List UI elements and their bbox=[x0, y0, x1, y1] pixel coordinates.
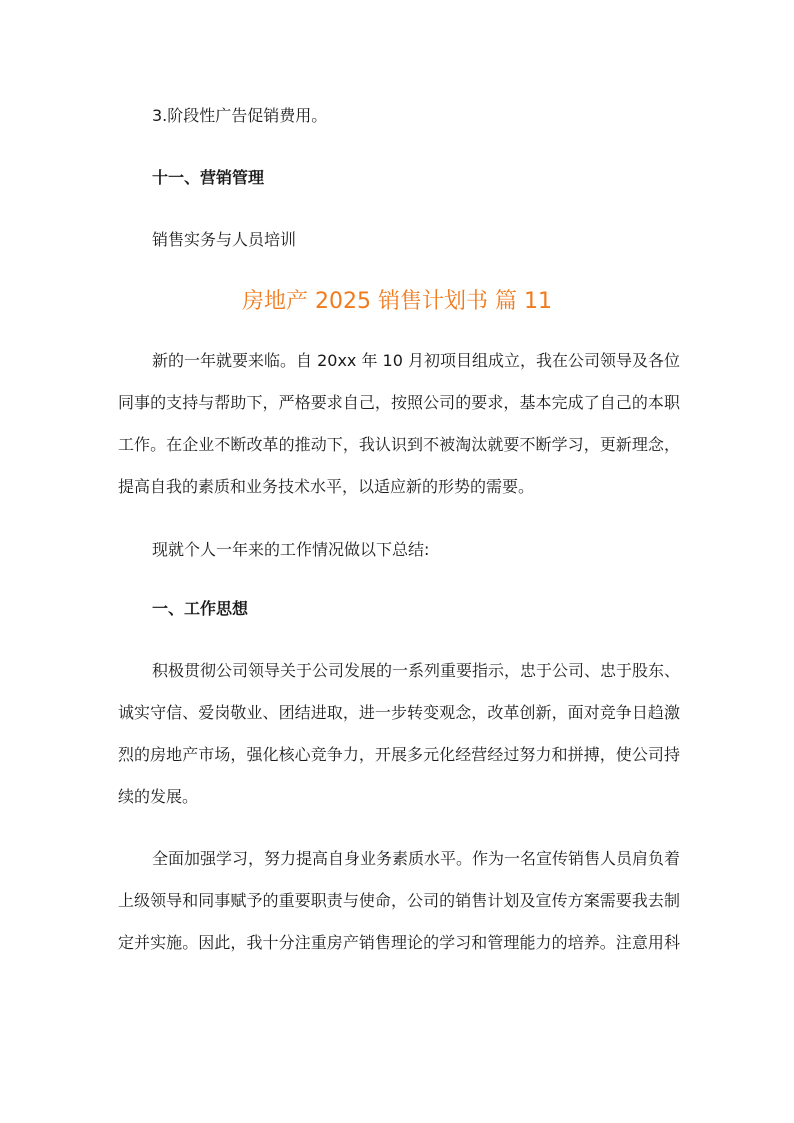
paragraph-summary-intro: 现就个人一年来的工作情况做以下总结: bbox=[152, 540, 430, 559]
list-item-sales-training: 销售实务与人员培训 bbox=[152, 230, 297, 249]
paragraph-line: 诚实守信、爱岗敬业、团结进取，进一步转变观念，改革创新，面对竞争日趋激 bbox=[118, 703, 680, 722]
section-heading-marketing-management: 十一、营销管理 bbox=[152, 168, 265, 187]
paragraph-line: 上级领导和同事赋予的重要职责与使命，公司的销售计划及宣传方案需要我去制 bbox=[118, 891, 680, 910]
paragraph-line: 全面加强学习，努力提高自身业务素质水平。作为一名宣传销售人员肩负着 bbox=[152, 849, 681, 868]
paragraph-study bbox=[118, 848, 680, 974]
document-title: 房地产 2025 销售计划书 篇 11 bbox=[242, 289, 552, 314]
paragraph-line: 同事的支持与帮助下，严格要求自己，按照公司的要求，基本完成了自己的本职 bbox=[118, 393, 680, 412]
paragraph-line: 定并实施。因此，我十分注重房产销售理论的学习和管理能力的培养。注意用科 bbox=[118, 933, 680, 952]
paragraph-line: 烈的房地产市场，强化核心竞争力，开展多元化经营经过努力和拼搏，使公司持 bbox=[118, 745, 680, 764]
section-heading-work-thought: 一、工作思想 bbox=[152, 599, 249, 618]
paragraph-work-thought bbox=[118, 660, 680, 828]
paragraph-line: 积极贯彻公司领导关于公司发展的一系列重要指示，忠于公司、忠于股东、 bbox=[152, 661, 681, 680]
paragraph-line: 新的一年就要来临。自 20xx 年 10 月初项目组成立，我在公司领导及各位 bbox=[152, 351, 681, 370]
paragraph-intro bbox=[118, 350, 680, 518]
list-item-ad-cost: 3.阶段性广告促销费用。 bbox=[152, 106, 328, 125]
paragraph-line: 工作。在企业不断改革的推动下，我认识到不被淘汰就要不断学习，更新理念， bbox=[118, 435, 680, 454]
paragraph-line: 续的发展。 bbox=[118, 787, 199, 806]
paragraph-line: 提高自我的素质和业务技术水平，以适应新的形势的需要。 bbox=[118, 477, 535, 496]
